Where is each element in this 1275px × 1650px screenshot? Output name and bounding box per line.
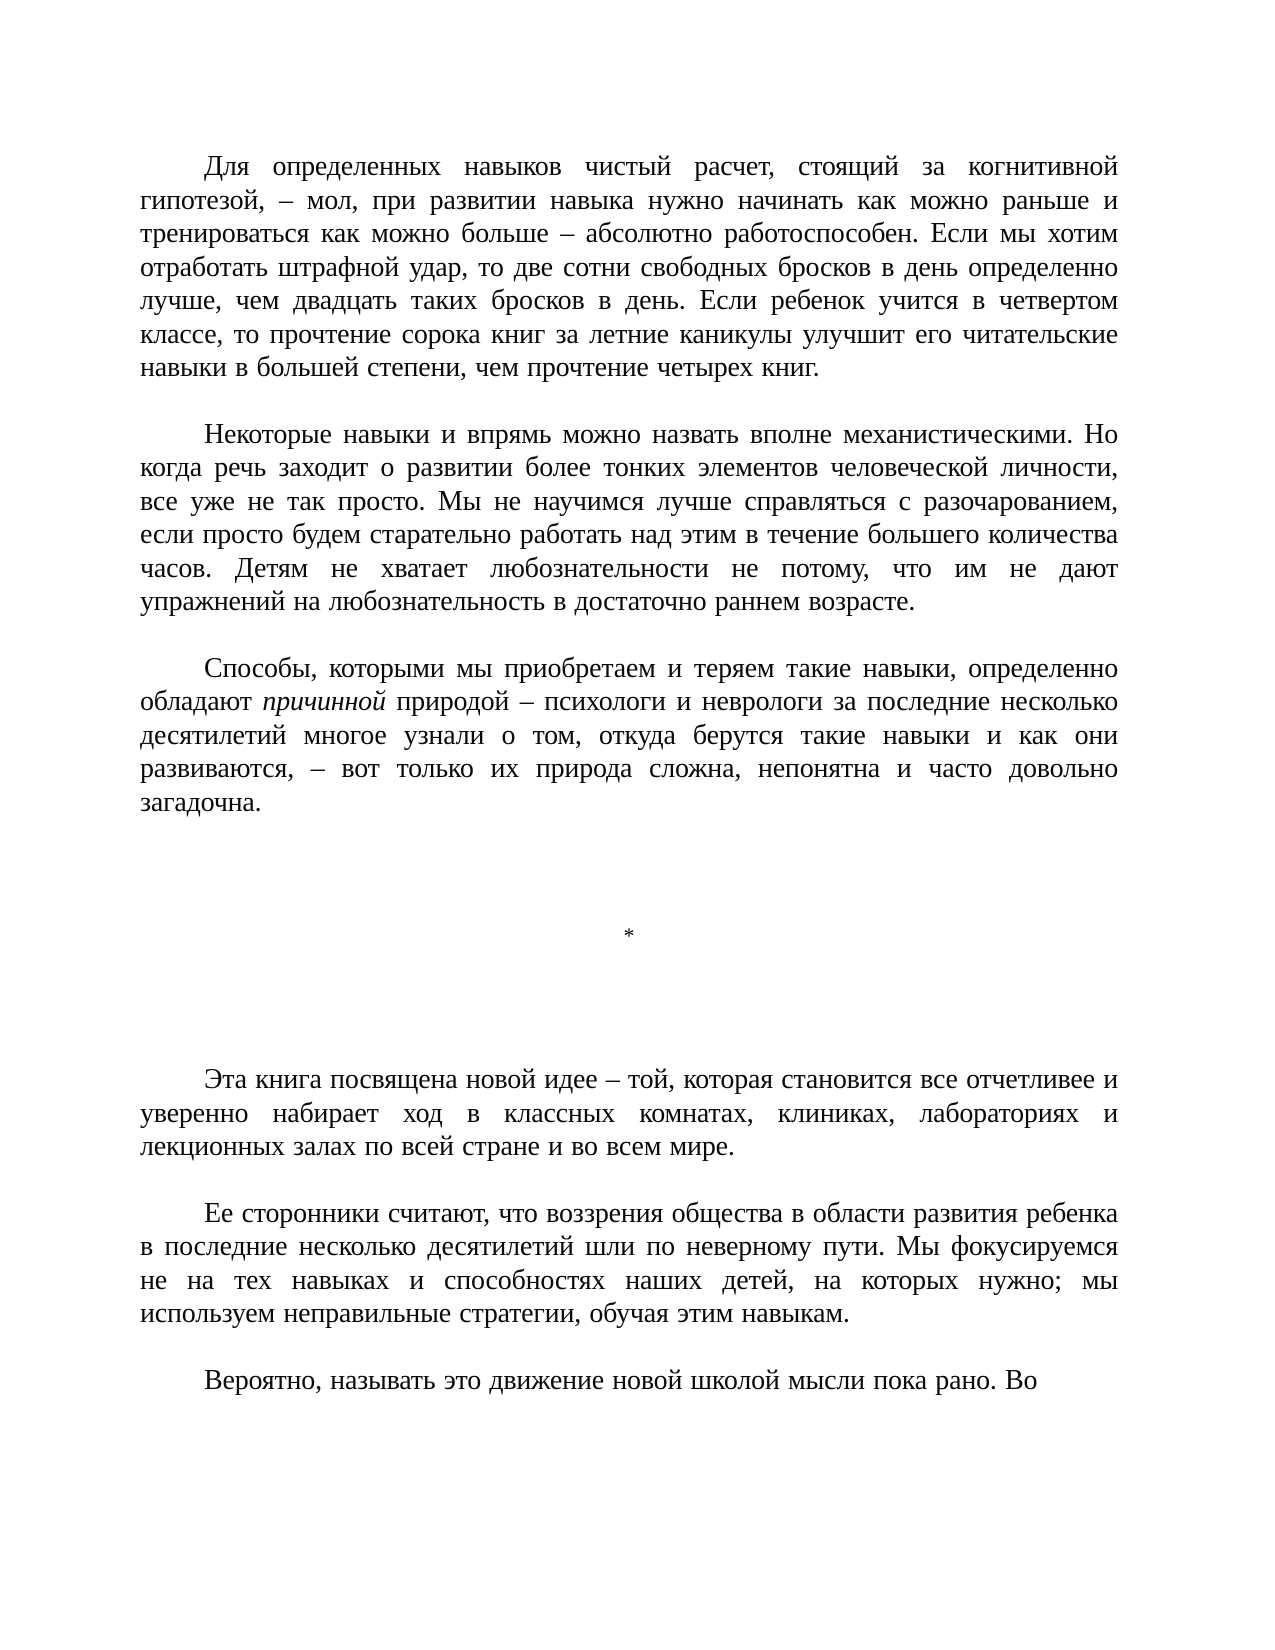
paragraph-5: Ее сторонники считают, что воззрения общества в области развития ребенка в последние несколько десятилетий шли по неверному пути. Мы фокусируемся не на тех навыках и способностях наших детей, на которых нужно; мы используем неправильные стратегии, обучая этим навыкам.	[140, 1197, 1118, 1329]
paragraph-6: Вероятно, называть это движение новой школой мысли пока рано. Во	[204, 1364, 1038, 1396]
paragraph-3-lead-text: Способы, которыми мы приобретаем и теряем такие навыки, определенно обладают	[140, 652, 1118, 717]
section-break-asterisk: *	[623, 923, 635, 948]
paragraph-3-tail-text: природой – психологи и неврологи за последние несколько десятилетий многое узнали о том, откуда берутся такие навыки и как они развиваются, – вот только их природа сложна, непонятна и часто довольно загадочна.	[140, 686, 1118, 818]
emphasized-word: причинной	[262, 686, 386, 717]
paragraph-3	[140, 652, 1118, 820]
paragraph-1: Для определенных навыков чистый расчет, стоящий за когнитивной гипотезой, – мол, при развитии навыка нужно начинать как можно раньше и тренироваться как можно больше – абсолютно работоспособен. Если мы хотим отработать штрафной удар, то две сотни свободных бросков в день определенно лучше, чем двадцать таких бросков в день. Если ребенок учится в четвертом классе, то прочтение сорока книг за летние каникулы улучшит его читательские навыки в большей степени, чем прочтение четырех книг.	[140, 151, 1118, 383]
paragraph-2: Некоторые навыки и впрямь можно назвать вполне механистическими. Но когда речь заходит о развитии более тонких элементов человеческой личности, все уже не так просто. Мы не научимся лучше справляться с разочарованием, если просто будем старательно работать над этим в течение большего количества часов. Детям не хватает любознательности не потому, что им не дают упражнений на любознательность в достаточно раннем возрасте.	[140, 418, 1118, 617]
paragraph-4: Эта книга посвящена новой идее – той, которая становится все отчетливее и уверенно набирает ход в классных комнатах, клиниках, лабораториях и лекционных залах по всей стране и во всем мире.	[140, 1064, 1118, 1162]
document-page	[140, 150, 1118, 1430]
